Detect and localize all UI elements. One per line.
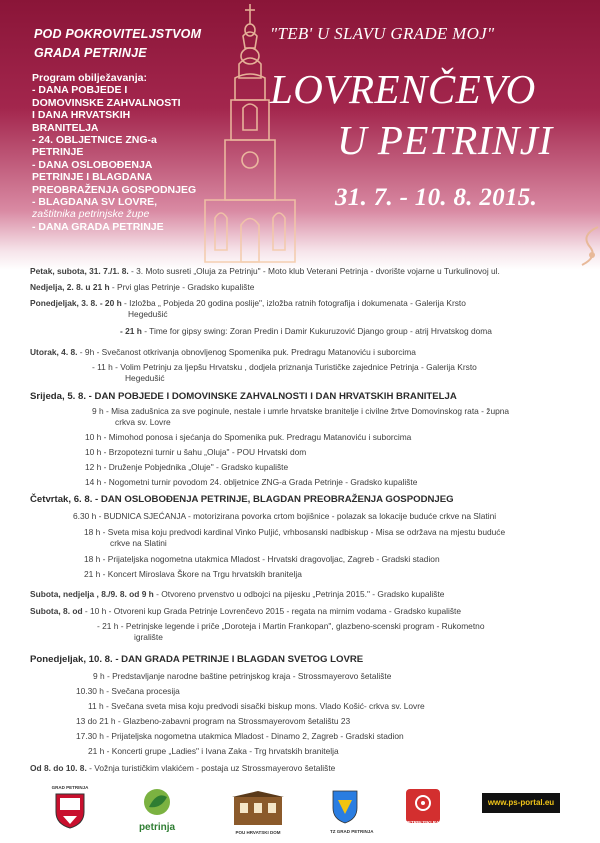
schedule-row: Od 8. do 10. 8. - Vožnja turističkim vlakićem - postaja uz Strossmayerovo šetalište [30,763,336,773]
program-item: PETRINJE I BLAGDANA [32,171,153,184]
schedule-row: 11 h - Svečana sveta misa koju predvodi sisački biskup mons. Vlado Košić- crkva sv. Lovre [88,701,425,711]
program-item: - DANA OSLOBOĐENJA [32,158,153,171]
grad-petrinja-logo: GRAD PETRINJA [48,785,92,835]
day-heading-wednesday: Srijeda, 5. 8. - DAN POBJEDE I DOMOVINSKE ZAHVALNOSTI I DAN HRVATSKIH BRANITELJA [30,391,457,402]
schedule-row: Petak, subota, 31. 7./1. 8. - 3. Moto susreti „Oluja za Petrinju" - Moto klub Veterani Petrinja - dvorište vojarne u Turkulinovoj ul. [30,266,500,276]
schedule-row: 17.30 h - Prijateljska nogometna utakmica Mladost - Dinamo 2, Zagreb - Gradski stadion [76,731,404,741]
schedule-row: - 11 h - Volim Petrinju za ljepšu Hrvatsku , dodjela priznanja Turističke zajednice Petrinja - Galerija Krsto [92,362,477,372]
schedule-row: 9 h - Misa zadušnica za sve poginule, nestale i umrle hrvatske branitelje i civilne žrtve Domovinskog rata - župna [92,406,510,416]
schedule-row: Nedjelja, 2. 8. u 21 h - Prvi glas Petrinje - Gradsko kupalište [30,282,255,292]
building-icon [230,791,286,825]
leaf-icon [135,787,179,817]
title-line-2: U PETRINJI [337,117,553,163]
schedule-row: 9 h - Predstavljanje narodne baštine petrinjskog kraja - Strossmayerovo šetalište [93,671,392,681]
schedule-row: 14 h - Nogometni turnir povodom 24. obljetnice ZNG-a Grada Petrinje - Gradsko kupalište [85,477,418,487]
schedule-row: Subota, nedjelja , 8./9. 8. od 9 h - Otvoreno prvenstvo u odbojci na pijesku „Petrinja 2015." - Gradsko kupalište [30,589,445,599]
day-heading-thursday: Četvrtak, 6. 8. - DAN OSLOBOĐENJA PETRINJE, BLAGDAN PREOBRAŽENJA GOSPODNJEG [30,494,454,505]
petrinjski-radio-logo: PETRINJSKI RADIO [405,788,441,834]
pou-hrvatski-dom-logo: POU HRVATSKI DOM [230,791,286,835]
schedule-row-cont: crkva sv. Lovre [115,417,171,427]
title-line-1: LOVRENČEVO [270,66,536,112]
coat-of-arms-icon [48,790,92,830]
motto: "TEB' U SLAVU GRADE MOJ" [270,24,495,43]
schedule-row: 6.30 h - BUDNICA SJEĆANJA - motorizirana povorka crtom bojišnice - polazak sa lokacije buduće crkve na Slatini [73,511,497,521]
page-title [270,64,600,166]
program-item: - BLAGDANA SV LOVRE, [32,196,158,209]
tz-petrinja-logo: TZ GRAD PETRINJA [330,788,360,834]
radio-icon [405,788,441,824]
schedule-row-cont: crkve na Slatini [110,538,167,548]
program-item: - DANA GRADA PETRINJE [32,220,164,233]
schedule-row: Subota, 8. od - 10 h - Otvoreni kup Grada Petrinje Lovrenčevo 2015 - regata na mirnim vodama - Gradsko kupalište [30,606,462,616]
program-item: BRANITELJA [32,121,99,134]
schedule-row: 12 h - Druženje Pobjednika „Oluje" - Gradsko kupalište [85,462,289,472]
schedule-row-cont: Hegedušić [128,309,168,319]
day-heading-monday: Ponedjeljak, 10. 8. - DAN GRADA PETRINJE I BLAGDAN SVETOG LOVRE [30,654,364,665]
schedule-row: Utorak, 4. 8. - 9h - Svečanost otkrivanja obnovljenog Spomenika puk. Predragu Matanoviću i suborcima [30,347,416,357]
program-item: DOMOVINSKE ZAHVALNOSTI [32,96,181,109]
schedule-row: 21 h - Koncerti grupe „Ladies" i Ivana Zaka - Trg hrvatskih branitelja [88,746,339,756]
program-title: Program obilježavanja: [32,72,147,84]
program-item: I DANA HRVATSKIH [32,109,131,122]
decorative-flourish [570,225,600,270]
schedule-row: 10.30 h - Svečana procesija [76,686,180,696]
schedule-row: - 21 h - Petrinjske legende i priče „Doroteja i Martin Frankopan", glazbeno-scenski program - Rukometno [97,621,485,631]
program-item: PREOBRAŽENJA GOSPODNJEG [32,183,197,196]
event-dates: 31. 7. - 10. 8. 2015. [335,184,538,211]
program-item: PETRINJE [32,146,84,159]
shield-icon [330,788,360,824]
program-sub: zaštitnika petrinjske župe [32,208,150,221]
schedule-row: 18 h - Prijateljska nogometna utakmica Mladost - Hrvatski dragovoljac, Zagreb - Gradski stadion [84,554,440,564]
schedule-row: - 21 h - Time for gipsy swing: Zoran Predin i Damir Kukuruzović Django group - atrij Hrvatskog doma [120,326,492,336]
schedule-row: 13 do 21 h - Glazbeno-zabavni program na Strossmayerovom šetalištu 23 [76,716,351,726]
schedule-row: 18 h - Sveta misa koju predvodi kardinal Vinko Puljić, vrhbosanski nadbiskup - Misa se održava na mjestu buduće [84,527,506,537]
sponsor-logos [0,785,600,843]
schedule-row-cont: igralište [134,632,163,642]
program-item: - 24. OBLJETNICE ZNG-a [32,134,157,147]
program-list [32,72,196,233]
petrinja-logo: petrinja [135,787,179,833]
schedule-row: Ponedjeljak, 3. 8. - 20 h - Izložba „ Pobjeda 20 godina poslije", izložba ratnih fotografija i dokumenata - Galerija Krsto [30,298,466,308]
schedule-row: 21 h - Koncert Miroslava Škore na Trgu hrvatskih branitelja [84,569,302,579]
patronage-text: POD POKROVITELJSTVOM GRADA PETRINJE [34,27,202,60]
schedule-row: 10 h - Brzopotezni turnir u šahu „Oluja" - POU Hrvatski dom [85,447,307,457]
schedule-row: 10 h - Mimohod ponosa i sjećanja do Spomenika puk. Predragu Matanoviću i suborcima [85,432,412,442]
schedule-row-cont: Hegedušić [125,373,165,383]
ps-portal-logo: www.ps-portal.eu [482,793,560,813]
program-item: - DANA POBJEDE I [32,84,128,97]
